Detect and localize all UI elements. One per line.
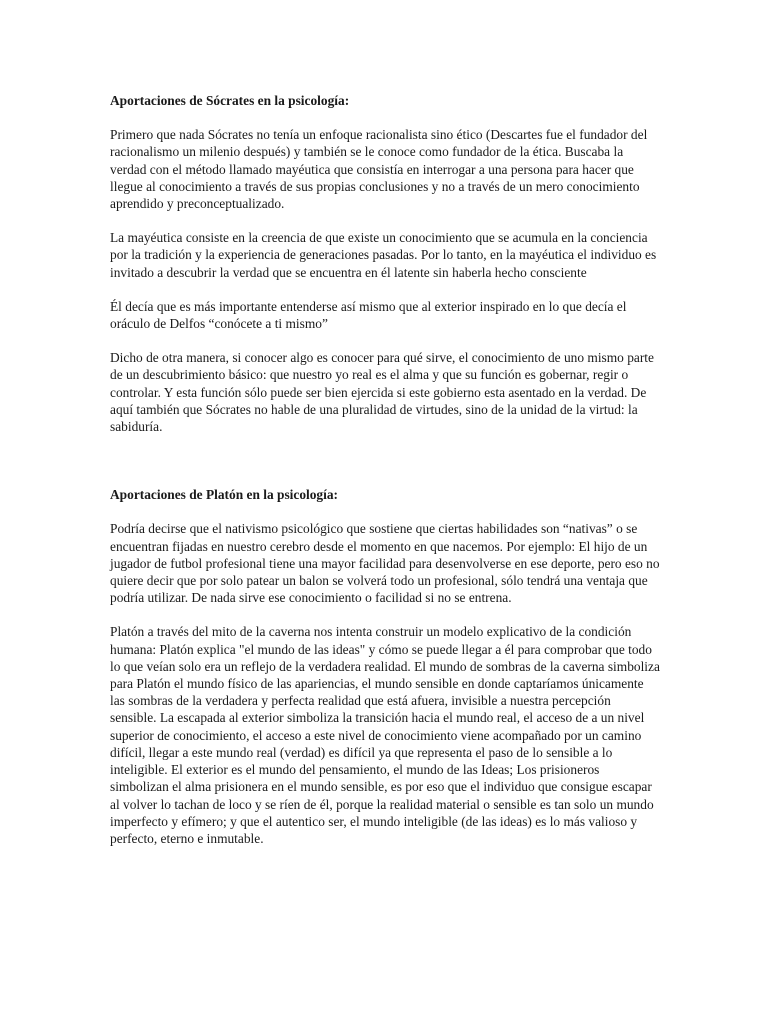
section-platon xyxy=(110,486,660,847)
document-body xyxy=(110,92,660,864)
paragraph: Dicho de otra manera, si conocer algo es conocer para qué sirve, el conocimiento de uno mismo parte de un descubrimiento básico: que nuestro yo real es el alma y que su función es gobernar, regir o controlar. Y esta función sólo puede ser bien ejercida si este gobierno esta asentado en la verdad. De aquí también que Sócrates no hable de una pluralidad de virtudes, sino de la unidad de la virtud: la sabiduría. xyxy=(110,350,654,435)
paragraph: La mayéutica consiste en la creencia de que existe un conocimiento que se acumula en la conciencia por la tradición y la experiencia de generaciones pasadas. Por lo tanto, en la mayéutica el individuo es invitado a descubrir la verdad que se encuentra en él latente sin haberla hecho consciente xyxy=(110,230,657,280)
paragraph: Platón a través del mito de la caverna nos intenta construir un modelo explicativo de la condición humana: Platón explica "el mundo de las ideas" y cómo se puede llegar a él para comprobar que todo lo que veían solo era un reflejo de la verdadera realidad. El mundo de sombras de la caverna simboliza para Platón el mundo físico de las apariencias, el mundo sensible en donde captaríamos únicamente las sombras de la verdadera y perfecta realidad que está afuera, invisible a nuestra percepción sensible. La escapada al exterior simboliza la transición hacia el mundo real, el acceso de a un nivel superior de conocimiento, el acceso a este nivel de conocimiento viene acompañado por un camino difícil, llegar a este mundo real (verdad) es difícil ya que representa el paso de lo sensible a lo inteligible. El exterior es el mundo del pensamiento, el mundo de las Ideas; Los prisioneros simbolizan el alma prisionera en el mundo sensible, es por eso que el individuo que consigue escapar al volver lo tachan de loco y se ríen de él, porque la realidad material o sensible es tan solo un mundo imperfecto y efímero; y que el autentico ser, el mundo inteligible (de las ideas) es lo más valioso y perfecto, eterno e inmutable. xyxy=(110,624,660,846)
paragraph: Podría decirse que el nativismo psicológico que sostiene que ciertas habilidades son “nativas” o se encuentran fijadas en nuestro cerebro desde el momento en que nacemos. Por ejemplo: El hijo de un jugador de futbol profesional tiene una mayor facilidad para desenvolverse en ese deporte, pero eso no quiere decir que por solo patear un balon se volverá todo un profesional, sólo tendrá una ventaja que podría utilizar. De nada sirve ese conocimiento o facilidad si no se entrena. xyxy=(110,521,660,606)
paragraph: Primero que nada Sócrates no tenía un enfoque racionalista sino ético (Descartes fue el fundador del racionalismo un milenio después) y también se le conoce como fundador de la ética. Buscaba la verdad con el método llamado mayéutica que consistía en interrogar a una persona para hacer que llegue al conocimiento a través de sus propias conclusiones y no a través de un mero conocimiento aprendido y preconceptualizado. xyxy=(110,127,648,212)
paragraph: Él decía que es más importante entenderse así mismo que al exterior inspirado en lo que decía el oráculo de Delfos “conócete a ti mismo” xyxy=(110,298,627,332)
section-heading: Aportaciones de Sócrates en la psicología: xyxy=(110,93,350,108)
section-spacer xyxy=(110,452,660,486)
section-heading: Aportaciones de Platón en la psicología: xyxy=(110,487,339,503)
section-socrates xyxy=(110,92,660,435)
